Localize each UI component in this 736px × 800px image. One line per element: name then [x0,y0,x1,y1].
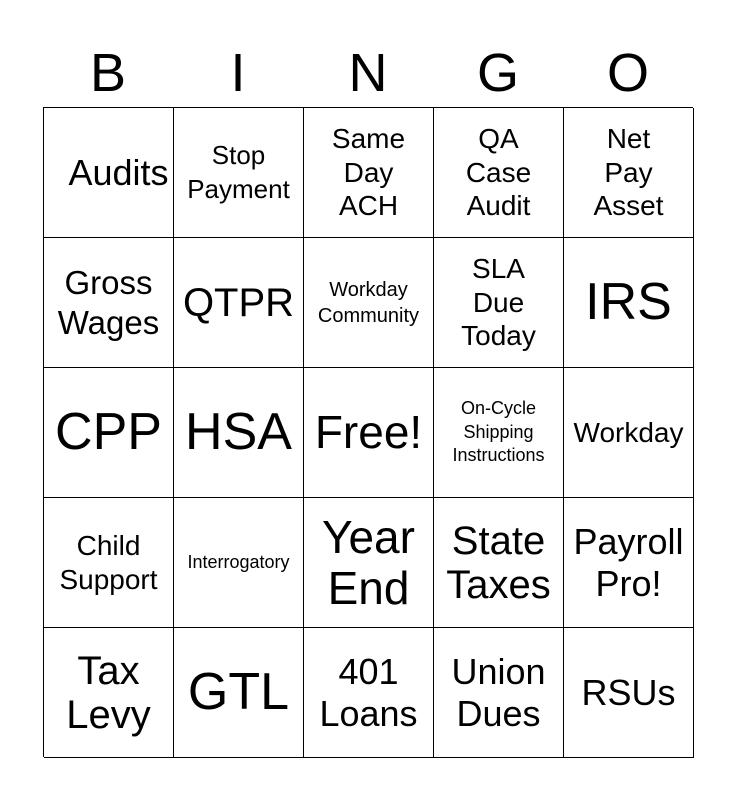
bingo-cell [304,238,434,368]
cell-text: 401 Loans [319,651,418,734]
bingo-cell [434,368,564,498]
bingo-cell [44,368,174,498]
cell-text: On-Cycle Shipping Instructions [452,398,545,466]
bingo-cell [174,368,304,498]
bingo-cell [44,108,174,238]
cell-text: Workday [573,416,684,448]
bingo-cell free-space [304,368,434,498]
bingo-header [43,40,693,106]
header-letter-b: B [89,43,127,103]
cell-text: Free! [314,406,423,459]
cell-text: HSA [185,403,292,462]
bingo-cell [44,238,174,368]
bingo-cell [174,238,304,368]
header-letter-g: G [476,43,519,103]
bingo-cell [304,498,434,628]
cell-text: Audits [68,151,169,193]
bingo-cell [434,108,564,238]
header-letter-o: O [606,43,649,103]
cell-text: Payroll Pro! [573,521,684,604]
cell-text: Union Dues [451,651,546,734]
bingo-cell [304,108,434,238]
bingo-cell [174,498,304,628]
bingo-cell [174,628,304,758]
cell-text: Stop Payment [187,139,290,204]
cell-text: CPP [55,403,162,462]
bingo-cell [564,368,694,498]
bingo-cell [304,628,434,758]
bingo-cell [564,238,694,368]
cell-text: State Taxes [446,518,551,607]
bingo-cell [434,628,564,758]
bingo-cell [564,108,694,238]
header-letter-n: N [348,43,388,103]
cell-text: QA Case Audit [465,123,532,222]
bingo-card-grid [43,107,693,757]
cell-text: Gross Wages [57,263,160,341]
cell-text: Child Support [59,529,158,595]
cell-text: Year End [322,510,415,614]
cell-text: Tax Levy [66,648,151,737]
cell-text: Interrogatory [187,551,290,572]
cell-text: QTPR [182,280,295,325]
bingo-cell [434,498,564,628]
cell-text: Net Pay Asset [593,123,664,222]
cell-text: Same Day ACH [331,123,406,222]
bingo-cell [174,108,304,238]
cell-text: Workday Community [317,278,420,327]
bingo-cell [44,628,174,758]
bingo-cell [44,498,174,628]
bingo-cell [434,238,564,368]
bingo-cell [564,628,694,758]
cell-text: GTL [187,663,290,722]
cell-text: SLA Due Today [461,253,536,352]
bingo-cell [564,498,694,628]
cell-text: IRS [585,273,672,332]
header-letter-i: I [230,43,246,103]
cell-text: RSUs [581,671,676,713]
